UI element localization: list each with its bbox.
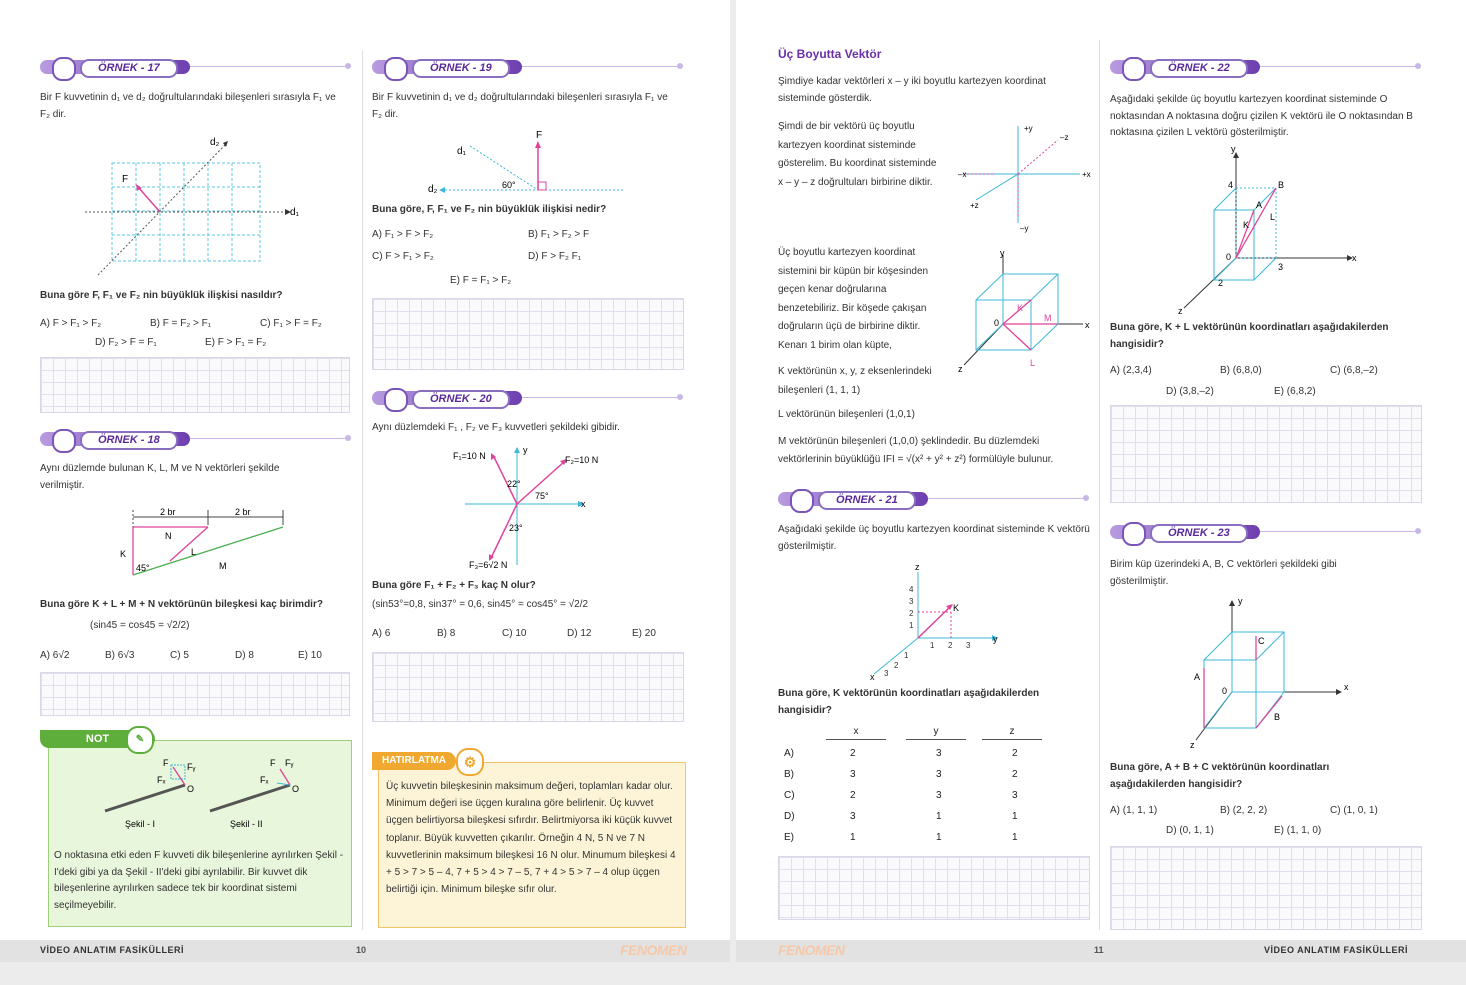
- ex19-scratch-grid[interactable]: [372, 298, 684, 370]
- fig20-a23: 23°: [509, 523, 523, 533]
- table-cell-y: 1: [936, 811, 942, 822]
- table-row-label[interactable]: D): [784, 811, 795, 822]
- para-intro: Şimdiye kadar vektörleri x – y iki boyutlu kartezyen koordinat sisteminde gösterdik.: [778, 76, 1046, 104]
- cube-x: x: [1085, 320, 1090, 330]
- page-number: 11: [1094, 945, 1104, 955]
- ex17-scratch-grid[interactable]: [40, 357, 350, 413]
- page-number: 10: [356, 945, 367, 955]
- example-22-figure: [1174, 144, 1364, 318]
- table-row-label[interactable]: C): [784, 790, 795, 801]
- example-17-title: ÖRNEK - 17: [80, 59, 178, 78]
- fig20-a75: 75°: [535, 491, 549, 501]
- example-23-question: Buna göre, A + B + C vektörünün koordinatları aşağıdakilerden hangisidir?: [1110, 762, 1330, 790]
- brand-logo: FENOMEN: [620, 942, 687, 958]
- fig22-x: x: [1352, 253, 1357, 263]
- ex19-option-c[interactable]: C) F > F₁ > F₂: [372, 251, 434, 262]
- note-F2: F: [270, 758, 276, 768]
- fig20-F1: F₁=10 N: [453, 451, 486, 461]
- ex18-option-c[interactable]: C) 5: [170, 650, 189, 661]
- magnifier-icon: [384, 57, 408, 81]
- example-21-text: Aşağıdaki şekilde üç boyutlu kartezyen koordinat sisteminde K vektörü gösterilmiştir.: [778, 524, 1090, 552]
- ex19-option-a[interactable]: A) F₁ > F > F₂: [372, 229, 434, 240]
- para-cube: Üç boyutlu kartezyen koordinat sistemini bir küpün bir köşesinden geçen kenar doğrularına benzetebiliriz. Bir köşede çakışan doğruların üçü de birbirine diktir. Kenarı 1 birim olan küpte,: [778, 247, 929, 351]
- ex23-option-e[interactable]: E) (1, 1, 0): [1274, 825, 1322, 836]
- ex22-option-e[interactable]: E) (6,8,2): [1274, 386, 1316, 397]
- fig20-F2: F₂=10 N: [565, 455, 599, 465]
- fig23-x: x: [1344, 682, 1349, 692]
- example-21-question: Buna göre, K vektörünün koordinatları aşağıdakilerden hangisidir?: [778, 688, 1040, 716]
- table-cell-y: 3: [936, 790, 942, 801]
- example-21-figure: [866, 562, 1001, 680]
- ex17-option-b[interactable]: B) F = F₂ > F₁: [150, 318, 212, 329]
- example-20-text: Aynı düzlemdeki F₁ , F₂ ve F₃ kuvvetleri şekildeki gibidir.: [372, 422, 620, 433]
- ex22-option-b[interactable]: B) (6,8,0): [1220, 365, 1262, 376]
- note-Fx1: Fₓ: [157, 775, 166, 785]
- ex19-option-d[interactable]: D) F > F₂ F₁: [528, 251, 582, 262]
- magnifier-icon: [52, 429, 76, 453]
- reminder-box: [372, 748, 684, 926]
- fig23-C: C: [1258, 636, 1265, 646]
- ex22-option-c[interactable]: C) (6,8,–2): [1330, 365, 1378, 376]
- cube-L: L: [1030, 358, 1036, 368]
- example-20-title: ÖRNEK - 20: [412, 390, 510, 409]
- cube-K: K: [1017, 303, 1024, 313]
- left-page: [0, 0, 730, 962]
- svg-text:2: 2: [948, 641, 953, 650]
- table-cell-z: 3: [1012, 790, 1018, 801]
- right-page: [736, 0, 1466, 962]
- column-divider: [1099, 40, 1100, 930]
- brand-logo: FENOMEN: [778, 942, 845, 958]
- svg-text:2: 2: [894, 661, 899, 670]
- example-22-text: Aşağıdaki şekilde üç boyutlu kartezyen koordinat sisteminde O noktasından A noktasına doğru çizilen K vektörü ile O noktasından B noktasına çizilen L vektörü gösterilmiştir.: [1110, 94, 1413, 138]
- ex19-option-e[interactable]: E) F = F₁ > F₂: [450, 275, 512, 286]
- fig22-3: 3: [1278, 262, 1284, 272]
- note-Fy2: Fᵧ: [285, 758, 294, 768]
- cube-z: z: [958, 364, 963, 374]
- fig23-B: B: [1274, 712, 1281, 722]
- ex20-option-e[interactable]: E) 20: [632, 628, 656, 639]
- fig22-O: 0: [1226, 252, 1232, 262]
- axis-pz: +z: [970, 201, 979, 210]
- table-cell-x: 2: [850, 748, 856, 759]
- fig18-br2: 2 br: [235, 507, 251, 517]
- axis-px: +x: [1082, 170, 1091, 179]
- fig18-br1: 2 br: [160, 507, 176, 517]
- reminder-title: HATIRLATMA: [372, 752, 456, 770]
- table-cell-x: 3: [850, 811, 856, 822]
- axis-ny: –y: [1020, 224, 1029, 233]
- table-cell-x: 1: [850, 832, 856, 843]
- fig22-y: y: [1231, 144, 1236, 154]
- table-cell-z: 2: [1012, 769, 1018, 780]
- example-23-title: ÖRNEK - 23: [1150, 524, 1248, 543]
- example-22-header: [1110, 58, 1422, 76]
- fig18-K: K: [120, 549, 127, 559]
- ex21-scratch-grid[interactable]: [778, 856, 1090, 920]
- magnifier-icon: [790, 489, 814, 513]
- fig20-a22: 22°: [507, 479, 521, 489]
- fig18-N: N: [165, 531, 172, 541]
- example-19-text: Bir F kuvvetinin d₁ ve d₂ doğrultularındaki bileşenleri sırasıyla F₁ ve F₂ dir.: [372, 92, 668, 120]
- ex18-option-b[interactable]: B) 6√3: [105, 650, 135, 661]
- svg-text:3: 3: [884, 669, 889, 678]
- fig19-angle: 60°: [502, 180, 516, 190]
- example-20-question: Buna göre F₁ + F₂ + F₃ kaç N olur?: [372, 580, 536, 591]
- footer-series-title: VİDEO ANLATIM FASİKÜLLERİ: [1264, 945, 1408, 955]
- ex18-scratch-grid[interactable]: [40, 672, 350, 716]
- cube-O: 0: [994, 318, 1000, 328]
- fig22-L: L: [1270, 212, 1276, 222]
- fig18-M: M: [219, 561, 227, 571]
- fig22-A: A: [1256, 200, 1263, 210]
- ex17-option-a[interactable]: A) F > F₁ > F₂: [40, 318, 102, 329]
- example-18-text: Aynı düzlemde bulunan K, L, M ve N vektörleri şekilde verilmiştir.: [40, 463, 280, 491]
- section-title: Üç Boyutta Vektör: [778, 47, 882, 61]
- example-21-title: ÖRNEK - 21: [818, 491, 916, 510]
- magnifier-icon: [384, 388, 408, 412]
- example-17-figure: [80, 135, 310, 285]
- fig17-F-label: F: [122, 174, 129, 185]
- ex20-option-b[interactable]: B) 8: [437, 628, 456, 639]
- example-18-hint: (sin45 = cos45 = √2/2): [90, 620, 190, 631]
- example-17-question: Buna göre F, F₁ ve F₂ nin büyüklük ilişkisi nasıldır?: [40, 290, 283, 301]
- fig18-angle: 45°: [136, 563, 150, 573]
- ex17-option-e[interactable]: E) F > F₁ = F₂: [205, 337, 267, 348]
- ex22-option-a[interactable]: A) (2,3,4): [1110, 365, 1152, 376]
- example-19-title: ÖRNEK - 19: [412, 59, 510, 78]
- reminder-text: Üç kuvvetin bileşkesinin maksimum değeri, toplamları kadar olur. Minimum değeri ise üçgen kuralına göre belirlenir. Üç kuvvet üçgen belirtiyorsa bileşkesi sıfırdır. Belirtmiyorsa iki küçük kuvvet toplanır. Büyük kuvvetten çıkarılır. Örneğin 4 N, 5 N ve 7 N kuvvetlerinin maksimum bileşkesi 16 N olur. Minumum bileşkesi 4 + 5 > 7 > 5 – 4, 7 + 5 > 4 > 7 – 5, 7 + 4 > 5 > 7 – 4 olup üçgen belirtiği için. Minimum bileşke sıfır olur.: [386, 781, 676, 896]
- table-row-label[interactable]: B): [784, 769, 794, 780]
- ex17-option-d[interactable]: D) F₂ > F = F₁: [95, 337, 157, 348]
- table-header-z: z: [982, 726, 1042, 740]
- example-18-question: Buna göre K + L + M + N vektörünün bileşkesi kaç birimdir?: [40, 599, 323, 610]
- fig20-y: y: [523, 445, 528, 455]
- fig20-F3: F₃=6√2 N: [469, 560, 508, 570]
- example-23-header: [1110, 523, 1422, 541]
- svg-text:1: 1: [904, 651, 909, 660]
- table-cell-z: 1: [1012, 811, 1018, 822]
- fig21-K: K: [953, 603, 960, 613]
- svg-text:2: 2: [909, 609, 914, 618]
- note-box: [40, 730, 350, 925]
- table-cell-y: 1: [936, 832, 942, 843]
- note-Fy1: Fᵧ: [187, 762, 196, 772]
- magnifier-icon: [1122, 57, 1146, 81]
- ex19-option-b[interactable]: B) F₁ > F₂ > F: [528, 229, 590, 240]
- table-header-y: y: [906, 726, 966, 740]
- example-18-title: ÖRNEK - 18: [80, 431, 178, 450]
- fig21-y: y: [993, 634, 998, 644]
- fig17-d1-label: d₁: [290, 207, 299, 218]
- example-21-header: [778, 490, 1090, 508]
- fig23-O: 0: [1222, 686, 1228, 696]
- example-19-header: [372, 58, 684, 76]
- magnifier-icon: [1122, 522, 1146, 546]
- example-17-header: [40, 58, 352, 76]
- ex17-option-c[interactable]: C) F₁ > F = F₂: [260, 318, 322, 329]
- fig21-x: x: [870, 672, 875, 682]
- fig22-2: 2: [1218, 278, 1224, 288]
- table-cell-y: 3: [936, 769, 942, 780]
- table-row-label[interactable]: E): [784, 832, 794, 843]
- note-fig1-caption: Şekil - I: [125, 819, 156, 829]
- para-l-vector: L vektörünün bileşenleri (1,0,1): [778, 409, 915, 420]
- para-m-vector: M vektörünün bileşenleri (1,0,0) şeklindedir. Bu düzlemdeki vektörlerinin büyüklüğü IFI = √(x² + y² + z²) formülüyle bulunur.: [778, 436, 1054, 465]
- axis-py: +y: [1024, 124, 1033, 133]
- example-20-figure: [445, 443, 615, 573]
- ex20-option-a[interactable]: A) 6: [372, 628, 391, 639]
- fig22-z: z: [1178, 306, 1183, 316]
- axis-nz: –z: [1060, 133, 1069, 142]
- left-footer: [0, 940, 730, 962]
- right-footer: [736, 940, 1466, 962]
- ex23-scratch-grid[interactable]: [1110, 846, 1422, 930]
- example-18-figure: [115, 505, 295, 585]
- example-23-figure: [1186, 596, 1366, 756]
- note-title: NOT: [40, 730, 155, 748]
- footer-series-title: VİDEO ANLATIM FASİKÜLLERİ: [40, 945, 184, 955]
- fig17-d2-label: d₂: [210, 137, 220, 148]
- example-23-text: Birim küp üzerindeki A, B, C vektörleri şekildeki gibi gösterilmiştir.: [1110, 559, 1337, 587]
- ex23-option-d[interactable]: D) (0, 1, 1): [1166, 825, 1214, 836]
- fig19-F: F: [536, 130, 543, 141]
- para-k-vector: K vektörünün x, y, z eksenlerindeki bileşenleri (1, 1, 1): [778, 366, 932, 396]
- note-F1: F: [163, 758, 169, 768]
- example-17-text: Bir F kuvvetinin d₁ ve d₂ doğrultularındaki bileşenleri sırasıyla F₁ ve F₂ dir.: [40, 92, 336, 120]
- example-22-title: ÖRNEK - 22: [1150, 59, 1248, 78]
- svg-text:4: 4: [909, 585, 914, 594]
- table-cell-z: 2: [1012, 748, 1018, 759]
- cube-y: y: [1000, 248, 1005, 258]
- example-19-question: Buna göre, F, F₁ ve F₂ nin büyüklük ilişkisi nedir?: [372, 204, 607, 215]
- cube-figure: [958, 250, 1093, 375]
- column-divider: [362, 50, 363, 930]
- note-Fx2: Fₓ: [260, 775, 269, 785]
- fig18-L: L: [191, 547, 197, 557]
- svg-text:3: 3: [909, 597, 914, 606]
- fig19-d2: d₂: [428, 184, 438, 195]
- svg-text:1: 1: [909, 621, 914, 630]
- ex18-option-e[interactable]: E) 10: [298, 650, 322, 661]
- note-fig2-caption: Şekil - II: [230, 819, 263, 829]
- fig23-A: A: [1194, 672, 1201, 682]
- table-header-x: x: [826, 726, 886, 740]
- ex18-option-d[interactable]: D) 8: [235, 650, 254, 661]
- note-figure: [95, 755, 315, 830]
- gear-icon: ⚙: [456, 748, 484, 776]
- example-22-question: Buna göre, K + L vektörünün koordinatları aşağıdakilerden hangisidir?: [1110, 322, 1389, 350]
- svg-text:3: 3: [966, 641, 971, 650]
- example-19-figure: [420, 128, 640, 198]
- fig21-z: z: [915, 562, 920, 572]
- cube-M: M: [1044, 313, 1052, 323]
- table-row-label[interactable]: A): [784, 748, 794, 759]
- note-O1: O: [187, 784, 195, 794]
- fig19-d1: d₁: [457, 146, 466, 157]
- axis-nx: –x: [958, 170, 967, 179]
- example-20-hint: (sin53°=0,8, sin37° = 0,6, sin45° = cos45° = √2/2: [372, 599, 589, 610]
- svg-text:1: 1: [930, 641, 935, 650]
- ex20-option-d[interactable]: D) 12: [567, 628, 592, 639]
- table-cell-z: 1: [1012, 832, 1018, 843]
- table-cell-x: 2: [850, 790, 856, 801]
- fig22-4: 4: [1228, 180, 1234, 190]
- ex23-option-b[interactable]: B) (2, 2, 2): [1220, 805, 1268, 816]
- fig23-z: z: [1190, 740, 1195, 750]
- table-cell-y: 3: [936, 748, 942, 759]
- ex23-option-c[interactable]: C) (1, 0, 1): [1330, 805, 1378, 816]
- ex23-option-a[interactable]: A) (1, 1, 1): [1110, 805, 1158, 816]
- ex22-scratch-grid[interactable]: [1110, 405, 1422, 503]
- ex20-scratch-grid[interactable]: [372, 652, 684, 722]
- fig22-B: B: [1278, 180, 1285, 190]
- example-18-header: [40, 430, 352, 448]
- fig22-K: K: [1243, 220, 1250, 230]
- para-3d: Şimdi de bir vektörü üç boyutlu kartezyen koordinat sisteminde gösterelim. Bu koordinat sisteminde x – y – z doğrultuları birbirine diktir.: [778, 121, 937, 188]
- axes-3d-figure: [958, 118, 1098, 233]
- note-O2: O: [292, 784, 300, 794]
- table-cell-x: 3: [850, 769, 856, 780]
- ex22-option-d[interactable]: D) (3,8,–2): [1166, 386, 1214, 397]
- example-20-header: [372, 389, 684, 407]
- note-text: O noktasına etki eden F kuvveti dik bileşenlerine ayrılırken Şekil - I'deki gibi ya da Şekil - II'deki gibi ayrılabilir. Bir kuvvet dik bileşenlerine ayrılırken sadece tek bir koordinat sistemi seçilmeyebilir.: [54, 850, 344, 911]
- magnifier-icon: [52, 57, 76, 81]
- fig23-y: y: [1238, 596, 1243, 606]
- ex20-option-c[interactable]: C) 10: [502, 628, 527, 639]
- pin-icon: ✎: [126, 726, 154, 754]
- fig20-x: x: [581, 499, 586, 509]
- ex18-option-a[interactable]: A) 6√2: [40, 650, 70, 661]
